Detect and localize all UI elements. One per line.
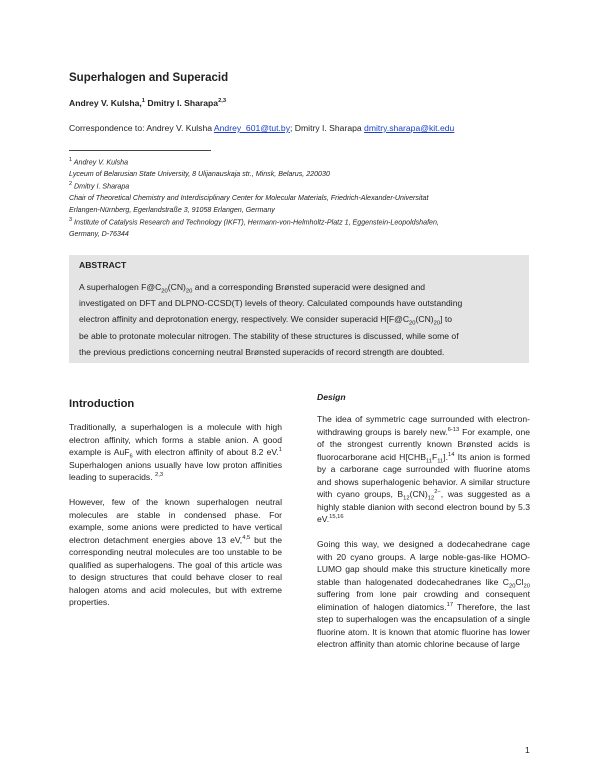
footnote-2 [69,179,529,217]
design-column [317,413,530,663]
footnote-2-line: Erlangen-Nürnberg, Egerlandstraße 3, 91058 Erlangen, Germany [69,205,275,214]
author-kulsha-affil: 1 [141,98,145,105]
abstract-line: be able to protonate molecular nitrogen. The stability of these structures is discussed, while some of [79,330,459,341]
email-link-kulsha[interactable]: Andrey_601@tut.by [213,123,291,133]
abstract-body [79,279,523,360]
author-line [69,98,226,108]
correspondence-prefix: Correspondence to: Andrey V. Kulsha [69,123,214,133]
design-paragraph-1: The idea of symmetric cage surrounded with electron-withdrawing groups is barely new.$^{6-13}$ For example, one of the strongest currently known Brønsted acids is fluorocarborane acid $H[CHB_{11}F_{11}].^{14}$ Its anion is formed by a carborane cage surrounded with fluorine atoms and shows superhalogenic behavior. A similar structure with cyano groups, $B_{12}(CN)_{12}^{2-}$, was suggested as a highly stable dianion with second electron bound by 5.3 eV.$^{15,16}$ [317,414,531,524]
intro-heading: Introduction [69,398,135,410]
intro-paragraph-2: However, few of the known superhalogen neutral molecules are stable in condensed phase. For example, some anions were predicted to have vertical electron detachment energies above 13 eV,$^{4,5}$ but the corresponding neutral molecules are too unstable to be qualified as superhalogens. The goal of this article was to design structures that could behave closer to real halogen atoms and acid molecules, but with extreme properties. [69,497,283,607]
abstract-heading: ABSTRACT [79,260,127,270]
correspondence-line [69,123,454,133]
page-number: 1 [525,745,530,755]
footnote-1 [69,155,529,181]
footnote-3-line: Institute of Catalysis Research and Technology (IKFT), Hermann-von-Helmholtz-Platz 1, Eggenstein-Leopoldshafen, [74,218,439,227]
footnote-2-line: Dmitry I. Sharapa [74,182,130,191]
abstract-line: electron affinity and deprotonation energy, respectively. We consider superacid $H[F@C_{20}(CN)_{20}]$ to [79,314,453,328]
correspondence-middle: ; Dmitry I. Sharapa [290,123,365,133]
footnote-3 [69,215,529,241]
abstract-line: the previous predictions concerning neutral Brønsted superacids of record strength are doubted. [79,346,445,357]
footnote-1-line: Andrey V. Kulsha [73,158,129,167]
footnote-1-num: 1 [69,157,73,163]
footnote-2-line: Chair of Theoretical Chemistry and Interdisciplinary Center for Molecular Materials, Friedrich-Alexander-Universitat [69,194,429,203]
footnote-3-num: 3 [69,217,73,223]
author-sharapa: Dmitry I. Sharapa [145,98,219,108]
intro-column [69,421,282,621]
paper-title: Superhalogen and Superacid [69,72,229,84]
email-link-sharapa[interactable]: dmitry.sharapa@kit.edu [364,123,455,133]
abstract-line: A superhalogen $F@C_{20}(CN)_{20}$ and a corresponding Brønsted superacid were designed and [79,282,426,295]
design-heading: Design [317,392,346,402]
footnote-divider [69,150,211,151]
design-paragraph-2: Going this way, we designed a dodecahedrane cage with 20 cyano groups. A large noble-gas-like HOMO-LUMO gap should make this structure kinetically more stable than halogenated dodecahedranes like $C_{20}Cl_{20}$ suffering from lone pair crowding and consequent elimination of halogen diatomics.$^{17}$ Therefore, the last step to superhalogen was the encapsulation of a single fluorine atom. It is known that atomic fluorine has lower electron affinity than atomic chlorine because of large [317,539,530,649]
intro-paragraph-1: Traditionally, a superhalogen is a molecule with high electron affinity, which forms a stable anion. A good example is AuF$_6$ with electron affinity of about 8.2 eV.$^1$ Superhalogen anions usually have low proton affinities leading to superacids. $^{2,3}$ [69,422,282,482]
footnote-2-num: 2 [69,181,73,187]
footnote-1-line: Lyceum of Belarusian State University, 8 Ulijanauskaja str., Minsk, Belarus, 220030 [69,170,330,179]
author-sharapa-affil: 2,3 [218,98,227,105]
footnote-3-line: Germany, D-76344 [69,230,129,239]
author-kulsha: Andrey V. Kulsha, [69,98,142,108]
abstract-line: investigated on DFT and DLPNO-CCSD(T) levels of theory. Calculated compounds have outstanding [79,298,463,309]
